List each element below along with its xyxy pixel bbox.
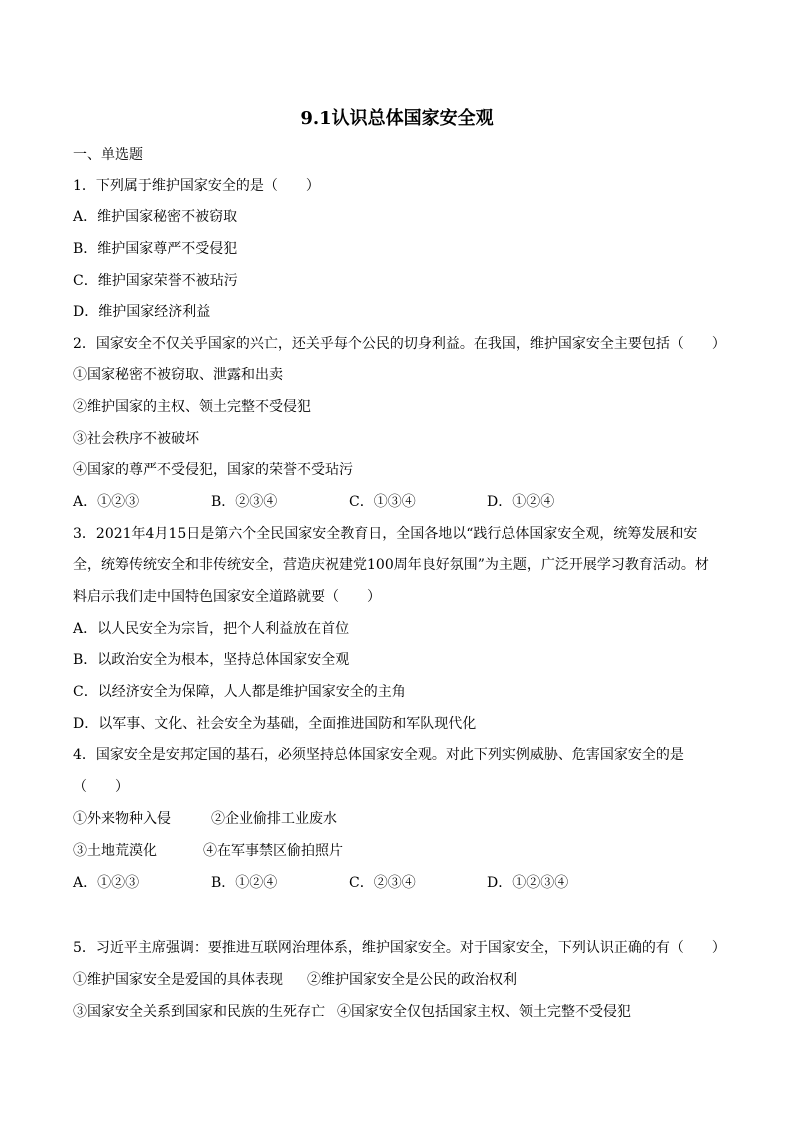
question-4-statement-3: ③土地荒漠化 [73, 843, 157, 859]
question-4-option-b: B．①②④ [211, 875, 278, 891]
question-1-option-b: B．维护国家尊严不受侵犯 [73, 241, 238, 257]
question-2-options [73, 492, 713, 512]
question-2-statement-4: ④国家的尊严不受侵犯，国家的荣誉不受玷污 [73, 462, 353, 478]
question-5-statement-3: ③国家安全关系到国家和民族的生死存亡 [73, 1004, 325, 1020]
question-2-option-a: A．①②③ [73, 494, 140, 510]
question-3-stem-line-2: 全，统筹传统安全和非传统安全，营造庆祝建党100周年良好氛围”为主题，广泛开展学习教育活动。材 [73, 557, 709, 573]
question-2-option-b: B．②③④ [211, 494, 278, 510]
question-2-statement-2: ②维护国家的主权、领土完整不受侵犯 [73, 399, 311, 415]
question-4-option-c: C．②③④ [349, 875, 416, 891]
question-1-option-c: C．维护国家荣誉不被玷污 [73, 273, 238, 289]
question-4-option-d: D．①②③④ [487, 875, 569, 891]
document-title: 9.1认识总体国家安全观 [300, 108, 494, 129]
question-1-option-a: A．维护国家秘密不被窃取 [73, 209, 238, 225]
question-4-statement-2: ②企业偷排工业废水 [211, 811, 337, 827]
question-4-stem-line-1: 4．国家安全是安邦定国的基石，必须坚持总体国家安全观。对此下列实例威胁、危害国家安全的是 [73, 747, 684, 763]
question-4-statements-row-1 [73, 809, 713, 829]
question-4-options [73, 873, 713, 893]
question-3-stem-line-1: 3．2021年4月15日是第六个全民国家安全教育日，全国各地以“践行总体国家安全观，统筹发展和安 [73, 526, 698, 542]
question-2-option-d: D．①②④ [487, 494, 555, 510]
question-4-statement-1: ①外来物种入侵 [73, 811, 171, 827]
question-2-statement-1: ①国家秘密不被窃取、泄露和出卖 [73, 367, 283, 383]
question-5-statement-4: ④国家安全仅包括国家主权、领土完整不受侵犯 [337, 1004, 631, 1020]
question-2-stem: 2．国家安全不仅关乎国家的兴亡，还关乎每个公民的切身利益。在我国，维护国家安全主要包括（ ） [73, 336, 726, 352]
question-3-option-c: C．以经济安全为保障，人人都是维护国家安全的主角 [73, 684, 406, 700]
question-5-stem: 5．习近平主席强调：要推进互联网治理体系，维护国家安全。对于国家安全，下列认识正确的有（ ） [73, 940, 726, 956]
question-3-option-b: B．以政治安全为根本，坚持总体国家安全观 [73, 652, 350, 668]
question-4-option-a: A．①②③ [73, 875, 140, 891]
question-2-statement-3: ③社会秩序不被破坏 [73, 431, 199, 447]
question-5-statements-row-2 [73, 1002, 713, 1022]
question-5-statement-2: ②维护国家安全是公民的政治权利 [307, 972, 517, 988]
question-3-option-d: D．以军事、文化、社会安全为基础，全面推进国防和军队现代化 [73, 716, 477, 732]
question-4-statement-4: ④在军事禁区偷拍照片 [203, 843, 343, 859]
section-heading: 一、单选题 [73, 147, 143, 163]
question-1-option-d: D．维护国家经济利益 [73, 304, 211, 320]
question-1-stem: 1．下列属于维护国家安全的是（ ） [73, 178, 320, 194]
question-5-statements-row-1 [73, 970, 713, 990]
question-4-statements-row-2 [73, 841, 713, 861]
question-3-option-a: A．以人民安全为宗旨，把个人利益放在首位 [73, 621, 350, 637]
question-3-stem-line-3: 料启示我们走中国特色国家安全道路就要（ ） [73, 589, 381, 605]
question-5-statement-1: ①维护国家安全是爱国的具体表现 [73, 972, 283, 988]
question-2-option-c: C．①③④ [349, 494, 416, 510]
question-4-stem-line-2: （ ） [73, 779, 129, 795]
